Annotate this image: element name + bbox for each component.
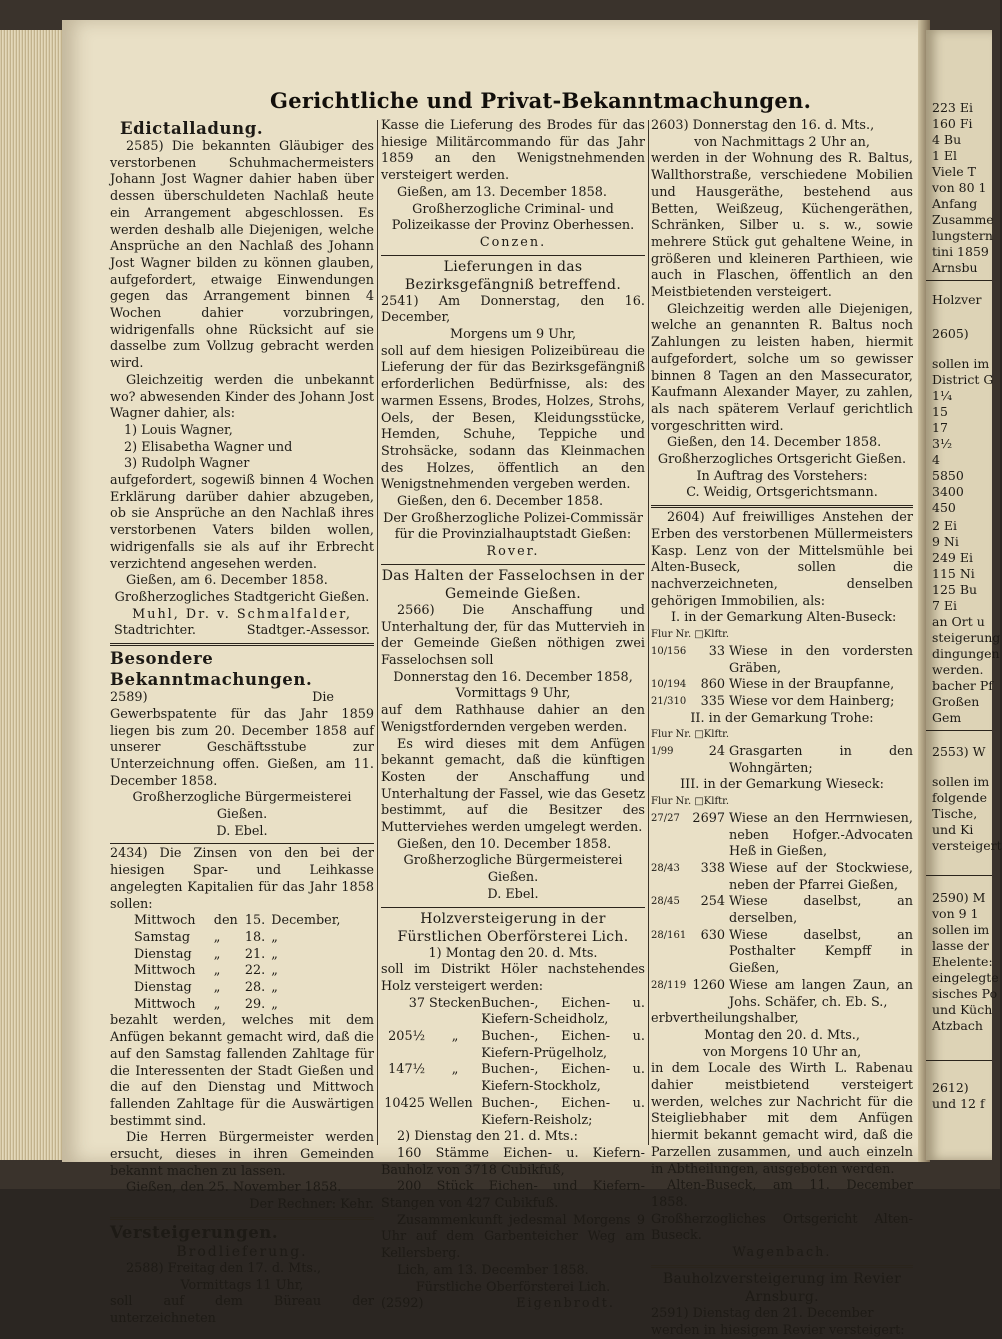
s2541-line-1: 2541) Am Donnerstag, den 16. December, (381, 293, 645, 326)
holz-table (381, 996, 645, 1130)
s2603-sign: Großherzogliches Ortsgericht Gießen. (657, 452, 907, 468)
edict-court: Großherzogliches Stadtgericht Gießen. (114, 589, 370, 605)
holz-footer (381, 1296, 645, 1313)
right-page-line: sollen im (932, 922, 990, 937)
right-page-line: eingelegte (932, 970, 999, 985)
s2589-head (110, 690, 374, 707)
edict-title-2: Stadtger.-Assessor. (246, 623, 370, 639)
holz-meeting: Zusammenkunft jedesmal Morgens 9 Uhr auf dem Garbenteicher Weg am Kellersberg. (381, 1212, 645, 1262)
s2588-line-1: 2588) Freitag den 17. d. Mts., (126, 1260, 322, 1276)
gemarkung-3: III. in der Gemarkung Wieseck: (680, 777, 884, 793)
table-row: 28/45 254 Wiese daselbst, an derselben, (651, 894, 913, 927)
right-page-line: 1 El (932, 148, 958, 163)
table-row: 28/161 630 Wiese daselbst, an Posthalter Kempff in Gießen, (651, 927, 913, 977)
right-page-line: Großen (932, 694, 980, 709)
table-row: Dienstag „ 28. „ (134, 980, 278, 996)
s2541-sign: Der Großherzogliche Polizei-Commissär für die Provinzialhauptstadt Gießen: (383, 510, 643, 543)
s2434-text: 2434) Die Zinsen von den bei der hiesigen Spar- und Leihkasse angelegten Kapitalien für das Jahr 1858 sollen: (110, 846, 374, 912)
right-page-rule (926, 280, 992, 281)
s2566-line-3: Vormittags 9 Uhr, (455, 686, 571, 702)
right-page-line: Zusamme (932, 212, 994, 227)
s2603-text-2: Gleichzeitig werden alle Diejenigen, welche an genannten R. Baltus noch Zahlungen zu leisten haben, hiermit aufgefordert, solche um so gewisser binnen 8 Tagen an den Massecurator, Kaufmann Alexander Mayer, zu zahlen, als nach späterem Verlauf gerichtlich vorgeschritten wird. (651, 301, 913, 434)
s2604-line-c: von Morgens 10 Uhr an, (702, 1044, 862, 1060)
right-page-line: sisches Po (932, 986, 998, 1001)
right-page-line: 7 Ei (932, 598, 958, 613)
s2566-line-2: Donnerstag den 16. December 1858, (393, 669, 633, 685)
brod-heading: Brodlieferung. (176, 1243, 308, 1260)
right-page-line: tini 1859 (932, 244, 989, 259)
child-item: 1) Louis Wagner, (124, 422, 233, 438)
section-divider (110, 1217, 374, 1220)
right-page-line: 2553) W (932, 744, 986, 759)
s2566-sign: Großherzogliche Bürgermeisterei Gießen. (403, 853, 623, 886)
right-page-line: und 12 f (932, 1096, 985, 1111)
s2604-text-3: in dem Locale des Wirth L. Rabenau dahier meistbietend versteigert werden, welches zur Nachricht für die Steigliebhaber mit dem Anfügen hiermit bekannt gemacht wird, daß die Parzellen zusammen, und auch einzeln in Abtheilungen, ausgeboten werden. (651, 1061, 913, 1177)
table-row: Mittwoch den 15. December, (134, 913, 341, 929)
s2589-name: D. Ebel. (216, 823, 268, 839)
s2566-text-3: Es wird dieses mit dem Anfügen bekannt gemacht, daß die künftigen Kosten der Anschaffung und Unterhaltung der Fassel, wie das Gesetz bestimmt, auf die Besitzer des Mutterviehes werden umgelegt werden. (381, 736, 645, 836)
section-divider (110, 843, 374, 844)
flur-header: Flur Nr. □Klftr. (651, 796, 730, 808)
children-list (110, 423, 374, 473)
edict-signatures: Muhl, Dr. v. Schmalfalder, (132, 606, 352, 622)
table-row: Samstag „ 18. „ (134, 929, 278, 945)
right-page-line: 3½ (932, 436, 953, 451)
right-page-line: von 9 1 (932, 906, 979, 921)
s2591-line-1: 2591) Dienstag den 21. December (651, 1305, 874, 1321)
table-row: 28/43 338 Wiese auf der Stockwiese, neben der Pfarrei Gießen, (651, 860, 913, 893)
right-page-line: Holzver (932, 292, 982, 307)
holz-date: Lich, am 13. December 1858. (397, 1262, 589, 1278)
right-page-line: 2605) (932, 326, 969, 341)
right-page-line: Ehelente: (932, 954, 993, 969)
parcels-table-1 (651, 644, 913, 711)
special-heading: Besondere Bekanntmachungen. (110, 649, 313, 690)
s2604-name: Wagenbach. (732, 1245, 832, 1261)
s2603-text: werden in der Wohnung des R. Baltus, Wallthorstraße, verschiedene Mobilien und Hausgeräthe, bestehend aus Betten, Weißzeug, Küchengeräthen, Schränken, Silber u. s. w., sowie mehrere Stück gut gehaltene Weine, in größeren und kleineren Parthieen, wie auch in Flaschen, öffentlich an den Meistbietenden versteigert. (651, 151, 913, 301)
s2603-line-2: von Nachmittags 2 Uhr an, (694, 134, 870, 150)
section-divider (381, 907, 645, 908)
right-page-line: 9 Ni (932, 534, 959, 549)
right-page-line: bacher Pf (932, 678, 993, 693)
s2589-sign: Großherzogliche Bürgermeisterei Gießen. (132, 790, 352, 823)
holz-day-2: 2) Dienstag den 21. d. Mts.: (397, 1129, 578, 1145)
table-row: 205½ „ Buchen-, Eichen- u. Kiefern-Prügelholz, (388, 1029, 645, 1061)
child-item: 3) Rudolph Wagner (124, 456, 250, 472)
right-page-line: lungstern (932, 228, 993, 243)
edict-heading: Edictalladung. (120, 119, 264, 138)
section-divider (651, 505, 913, 508)
s2434-text-3: Die Herren Bürgermeister werden ersucht, dieses in ihren Gemeinden bekannt machen zu lassen. (110, 1130, 374, 1179)
section-divider (381, 564, 645, 565)
right-page-line: 17 (932, 420, 948, 435)
table-row: 1/99 24 Grasgarten in den Wohngärten; (651, 744, 913, 776)
edict-text-3: aufgefordert, sogewiß binnen 4 Wochen Erklärung darüber dahier abzugeben, ob sie Ansprüche an den Nachlaß ihres verstorbenen Vaters bilden wollen, widrigenfalls sie als auf ihr Erbrecht verzichtend angesehen werden. (110, 473, 374, 572)
column-separator (377, 120, 378, 1145)
s2588-line-3: soll auf dem Büreau der unterzeichneten (110, 1294, 374, 1326)
right-page-line: Atzbach (932, 1018, 983, 1033)
s2604-text: 2604) Auf freiwilliges Anstehen der Erben des verstorbenen Müllermeisters Kasp. Lenz von der Mittelsmühle bei Alten-Buseck, sollen die nachverzeichneten, denselben gehörigen Immobilien, als: (651, 510, 913, 609)
s2588-line-2: Vormittags 11 Uhr, (180, 1277, 304, 1293)
fassel-heading: Das Halten der Fasselochsen in der Gemeinde Gießen. (381, 567, 645, 602)
s2566-date: Gießen, den 10. December 1858. (397, 836, 612, 852)
s2604-text-2: erbvertheilungshalber, (651, 1011, 799, 1027)
s2566-name: D. Ebel. (487, 886, 539, 902)
s2566-text-2: auf dem Rathhause dahier an den Wenigstfordernden vergeben werden. (381, 703, 645, 735)
right-page-line: 115 Ni (932, 566, 975, 581)
right-page-line: werden. (932, 662, 984, 677)
right-page-line: an Ort u (932, 614, 985, 629)
brod-date: Gießen, am 13. December 1858. (397, 184, 607, 200)
s2603-date: Gießen, den 14. December 1858. (667, 435, 882, 451)
right-page-line: 4 Bu (932, 132, 962, 147)
table-row: 27/27 2697 Wiese an den Herrnwiesen, neben Hofger.-Advocaten Heß in Gießen, (651, 810, 913, 860)
right-page-line: steigerung (932, 630, 1001, 645)
s2434-date: Gießen, den 25. November 1858. (126, 1180, 342, 1196)
right-page-line: sollen im (932, 356, 990, 371)
bez-heading: Lieferungen in das Bezirksgefängniß betreffend. (404, 258, 622, 293)
right-page-line: 4 (932, 452, 940, 467)
right-page-line: und Ki (932, 822, 974, 837)
right-page-line: 1¼ (932, 388, 953, 403)
s2603-line-1: 2603) Donnerstag den 16. d. Mts., (651, 118, 875, 133)
holz-heading: Holzversteigerung in der Fürstlichen Oberförsterei Lich. (397, 910, 629, 945)
s2541-date: Gießen, den 6. December 1858. (397, 494, 604, 510)
s2589-number: 2589) (110, 690, 148, 706)
right-page-fragment (926, 30, 1002, 1160)
right-page-line: von 80 1 (932, 180, 987, 195)
column-separator (648, 120, 649, 1145)
s2566-text: 2566) Die Anschaffung und Unterhaltung der, für das Muttervieh in der Gemeinde Gießen nöthigen zwei Fasselochsen soll (381, 602, 645, 668)
right-page-line: 450 (932, 500, 956, 515)
right-page-line: 223 Ei (932, 100, 973, 115)
right-page-line: 160 Fi (932, 116, 973, 131)
s2604-sign: Großherzogliches Ortsgericht Alten-Buseck. (651, 1211, 913, 1244)
parcels-table-3 (651, 811, 913, 1011)
brod-text: Kasse die Lieferung des Brodes für das hiesige Militärcommando für das Jahr 1859 an den Wenigstnehmenden versteigert werden. (381, 118, 645, 184)
table-row: Dienstag „ 21. „ (134, 946, 278, 962)
right-page-line: Gem (932, 710, 962, 725)
page-title: Gerichtliche und Privat-Bekanntmachungen. (270, 88, 812, 113)
s2589-die: Die (312, 690, 334, 706)
s2541-name: Rover. (486, 544, 540, 560)
table-row: 147½ „ Buchen-, Eichen- u. Kiefern-Stockholz, (388, 1062, 645, 1095)
table-row: 10425 Wellen Buchen-, Eichen- u. Kiefern-Reisholz; (384, 1095, 645, 1128)
s2541-line-2: Morgens um 9 Uhr, (449, 327, 577, 343)
holz-item-2a: 160 Stämme Eichen- u. Kiefern-Bauholz von 3718 Cubikfuß, (381, 1145, 645, 1178)
table-row: 10/194 860 Wiese in der Braupfanne, (651, 677, 895, 693)
gemarkung-2: II. in der Gemarkung Trohe: (690, 710, 874, 726)
right-page-line: Tische, (932, 806, 978, 821)
edict-date: Gießen, am 6. December 1858. (126, 573, 328, 589)
column-2 (381, 118, 645, 1313)
edict-titles (110, 623, 374, 640)
edict-text: 2585) Die bekannten Gläubiger des verstorbenen Schuhmachermeisters Johann Jost Wagner dahier haben über dessen überschuldeten Nachlaß heute ein Arrangement abgeschlossen. Es werden deshalb alle Diejenigen, welche Ansprüche an den Nachlaß des Johann Jost Wagner bilden zu können glauben, aufgefordert, etwaige Einwendungen gegen das Arrangement binnen 4 Wochen dahier vorzubringen, widrigenfalls ohne Rücksicht auf sie dasselbe zum Vollzug gebracht werden wird. (110, 139, 374, 372)
right-page-line: und Küch (932, 1002, 993, 1017)
right-page-line: Viele T (932, 164, 976, 179)
s2603-sign-3: C. Weidig, Ortsgerichtsmann. (686, 485, 878, 501)
s2604-line-b: Montag den 20. d. Mts., (704, 1027, 860, 1043)
right-page-line: lasse der (932, 938, 990, 953)
s2591-line-2: werden in hiesigem Revier versteigert: (651, 1322, 905, 1338)
section-divider (381, 255, 645, 256)
right-page-line: 5850 (932, 468, 964, 483)
s2434-sign: Der Rechner: Kehr. (249, 1197, 374, 1213)
column-1 (110, 118, 374, 1328)
bau-heading: Bauholzversteigerung im Revier Arnsburg. (662, 1270, 902, 1305)
right-page-rule (926, 730, 992, 731)
child-item: 2) Elisabetha Wagner und (124, 439, 293, 455)
right-page-line: Anfang (932, 196, 978, 211)
right-page-line: 2 Ei (932, 518, 958, 533)
right-page-line: 15 (932, 404, 948, 419)
right-page-line: 125 Bu (932, 582, 978, 597)
table-row: Mittwoch „ 29. „ (134, 996, 278, 1012)
s2589-text: Gewerbspatente für das Jahr 1859 liegen bis zum 20. December 1858 auf unserer Geschäftsstube zur Unterzeichnung offen. Gießen, am 11. December 1858. (110, 706, 374, 789)
table-row: 28/119 1260 Wiese am langen Zaun, an Johs. Schäfer, ch. Eb. S., (651, 977, 913, 1010)
flur-header: Flur Nr. □Klftr. (651, 629, 730, 641)
payment-days-table (134, 913, 361, 1013)
right-page-line: versteigert (932, 838, 1002, 853)
right-page-line: dingungen (932, 646, 1000, 661)
parcels-table-2 (651, 744, 913, 777)
table-row: Mittwoch „ 22. „ (134, 963, 278, 979)
flur-header: Flur Nr. □Klftr. (651, 729, 730, 741)
right-page-rule (926, 1060, 992, 1061)
right-page-line: folgende (932, 790, 987, 805)
brod-name: Conzen. (479, 234, 547, 250)
s2434-text-2: bezahlt werden, welches mit dem Anfügen bekannt gemacht wird, daß die auf den Samstag fallenden Zahltage für die Interessenten der Stadt Gießen und die auf den Dienstag und Mittwoch fallenden Zahltage für die Auswärtigen bestimmt sind. (110, 1013, 374, 1129)
holz-item-2b: 200 Stück Eichen- und Kiefern-Stangen von 427 Cubikfuß. (381, 1179, 645, 1212)
holz-text-1: soll im Distrikt Höler nachstehendes Holz versteigert werden: (381, 962, 645, 994)
holz-day-1: 1) Montag den 20. d. Mts. (428, 945, 598, 961)
holz-name: Eigenbrodt. (516, 1296, 615, 1312)
table-row: 21/310 335 Wiese vor dem Hainberg; (651, 693, 895, 709)
right-page-line: 2612) (932, 1080, 969, 1095)
holz-sign: Fürstliche Oberförsterei Lich. (415, 1279, 611, 1295)
right-page-line: 249 Ei (932, 550, 973, 565)
right-page-line: Arnsbu (932, 260, 978, 275)
right-page-line: 3400 (932, 484, 964, 499)
gemarkung-1: I. in der Gemarkung Alten-Buseck: (671, 610, 897, 626)
edict-title-1: Stadtrichter. (114, 623, 196, 639)
right-page-line: sollen im (932, 774, 990, 789)
holz-number: (2592) (381, 1296, 424, 1312)
page-edges (0, 30, 70, 1160)
right-page-line: 2590) M (932, 890, 986, 905)
brod-sign: Großherzogliche Criminal- und Polizeikasse der Provinz Oberhessen. (391, 201, 635, 234)
table-row: 10/156 33 Wiese in den vordersten Gräben, (651, 643, 913, 676)
auction-heading: Versteigerungen. (110, 1222, 279, 1242)
s2603-sign-2: In Auftrag des Vorstehers: (696, 468, 868, 484)
section-divider (651, 1265, 913, 1268)
section-divider (110, 643, 374, 646)
s2541-text: soll auf dem hiesigen Polizeibüreau die Lieferung der für das Bezirksgefängniß erforderlichen Bedürfnisse, als: des warmen Essens, Brodes, Holzes, Strohs, Oels, der Besen, Kleidungsstücke, Hemden, Schuhe, Teppiche und Strohsäcke, sodann das Kleinmachen des Holzes, öffentlich an den Wenigstnehmenden vergeben werden. (381, 343, 645, 493)
right-page-rule (926, 875, 992, 876)
edict-text-2: Gleichzeitig werden die unbekannt wo? abwesenden Kinder des Johann Jost Wagner dahier, als: (110, 372, 374, 422)
right-page-line: District G (932, 372, 994, 387)
table-row: 37 Stecken Buchen-, Eichen- u. Kiefern-Scheidholz, (408, 995, 645, 1028)
s2604-date: Alten-Buseck, am 11. December 1858. (651, 1178, 913, 1210)
column-3 (651, 118, 913, 1339)
